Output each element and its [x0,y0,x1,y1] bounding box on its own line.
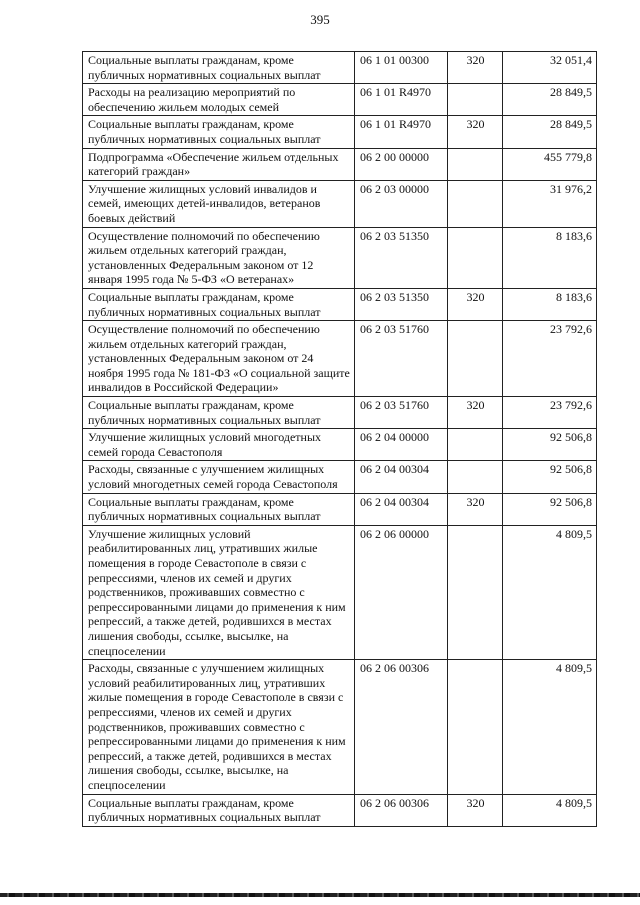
table-row [83,288,597,320]
row-vr-cell: 320 [448,52,503,84]
row-code-cell: 06 2 03 00000 [355,180,448,227]
row-name-cell: Социальные выплаты гражданам, кроме публичных нормативных социальных выплат [83,794,355,826]
row-vr-cell: 320 [448,288,503,320]
row-vr-cell: 320 [448,794,503,826]
row-vr-cell [448,429,503,461]
row-code-cell: 06 2 04 00304 [355,461,448,493]
row-vr-cell: 320 [448,493,503,525]
table-row [83,660,597,794]
table-row [83,84,597,116]
row-code-cell: 06 2 06 00306 [355,794,448,826]
row-code-cell: 06 2 00 00000 [355,148,448,180]
table-row [83,493,597,525]
table-row [83,227,597,288]
row-vr-cell [448,84,503,116]
row-vr-cell [448,180,503,227]
row-name-cell: Осуществление полномочий по обеспечению жильем отдельных категорий граждан, установленных Федеральным законом от 24 ноября 1995 года № 181-ФЗ «О социальной защите инвалидов в Российской Федерации» [83,321,355,397]
row-sum-cell: 28 849,5 [503,84,597,116]
row-code-cell: 06 1 01 00300 [355,52,448,84]
row-sum-cell: 28 849,5 [503,116,597,148]
row-code-cell: 06 2 06 00000 [355,525,448,659]
row-sum-cell: 4 809,5 [503,794,597,826]
row-sum-cell: 8 183,6 [503,288,597,320]
row-sum-cell: 92 506,8 [503,429,597,461]
row-name-cell: Социальные выплаты гражданам, кроме публичных нормативных социальных выплат [83,493,355,525]
row-vr-cell [448,525,503,659]
row-sum-cell: 92 506,8 [503,461,597,493]
row-name-cell: Социальные выплаты гражданам, кроме публичных нормативных социальных выплат [83,288,355,320]
scan-edge-divider [0,893,640,897]
row-code-cell: 06 2 03 51350 [355,288,448,320]
row-vr-cell: 320 [448,116,503,148]
row-code-cell: 06 2 04 00304 [355,493,448,525]
row-code-cell: 06 2 03 51760 [355,397,448,429]
row-name-cell: Улучшение жилищных условий инвалидов и семей, имеющих детей-инвалидов, ветеранов боевых действий [83,180,355,227]
row-sum-cell: 23 792,6 [503,397,597,429]
row-vr-cell [448,321,503,397]
row-vr-cell [448,148,503,180]
row-sum-cell: 8 183,6 [503,227,597,288]
row-vr-cell [448,660,503,794]
table-row [83,461,597,493]
row-sum-cell: 31 976,2 [503,180,597,227]
budget-table-body [83,52,597,827]
table-row [83,429,597,461]
row-name-cell: Расходы, связанные с улучшением жилищных условий многодетных семей города Севастополя [83,461,355,493]
row-code-cell: 06 1 01 R4970 [355,84,448,116]
table-row [83,148,597,180]
row-code-cell: 06 2 03 51760 [355,321,448,397]
row-name-cell: Подпрограмма «Обеспечение жильем отдельных категорий граждан» [83,148,355,180]
table-row [83,52,597,84]
table-row [83,321,597,397]
row-name-cell: Социальные выплаты гражданам, кроме публичных нормативных социальных выплат [83,397,355,429]
row-code-cell: 06 1 01 R4970 [355,116,448,148]
row-name-cell: Улучшение жилищных условий многодетных семей города Севастополя [83,429,355,461]
row-name-cell: Улучшение жилищных условий реабилитированных лиц, утративших жилые помещения в городе Севастополе в связи с репрессиями, членов их семей и других родственников, проживавших совместно с репрессированными лицами до применения к ним репрессий, а также детей, родившихся в местах лишения свободы, ссылке, высылке, на спецпоселении [83,525,355,659]
row-vr-cell: 320 [448,397,503,429]
row-sum-cell: 4 809,5 [503,660,597,794]
row-code-cell: 06 2 04 00000 [355,429,448,461]
row-name-cell: Осуществление полномочий по обеспечению жильем отдельных категорий граждан, установленных Федеральным законом от 12 января 1995 года № 5-ФЗ «О ветеранах» [83,227,355,288]
budget-table [82,51,597,827]
row-code-cell: 06 2 03 51350 [355,227,448,288]
row-name-cell: Социальные выплаты гражданам, кроме публичных нормативных социальных выплат [83,116,355,148]
row-sum-cell: 32 051,4 [503,52,597,84]
table-row [83,794,597,826]
table-row [83,525,597,659]
row-vr-cell [448,227,503,288]
row-sum-cell: 4 809,5 [503,525,597,659]
row-name-cell: Расходы на реализацию мероприятий по обеспечению жильем молодых семей [83,84,355,116]
table-row [83,116,597,148]
row-name-cell: Социальные выплаты гражданам, кроме публичных нормативных социальных выплат [83,52,355,84]
table-row [83,180,597,227]
row-vr-cell [448,461,503,493]
row-sum-cell: 23 792,6 [503,321,597,397]
row-name-cell: Расходы, связанные с улучшением жилищных условий реабилитированных лиц, утративших жилые помещения в городе Севастополе в связи с репрессиями, членов их семей и других родственников, проживавших совместно с репрессированными лицами до применения к ним репрессий, а также детей, родившихся в местах лишения свободы, ссылке, высылке, на спецпоселении [83,660,355,794]
page-number: 395 [310,12,330,27]
row-code-cell: 06 2 06 00306 [355,660,448,794]
table-row [83,397,597,429]
row-sum-cell: 92 506,8 [503,493,597,525]
row-sum-cell: 455 779,8 [503,148,597,180]
